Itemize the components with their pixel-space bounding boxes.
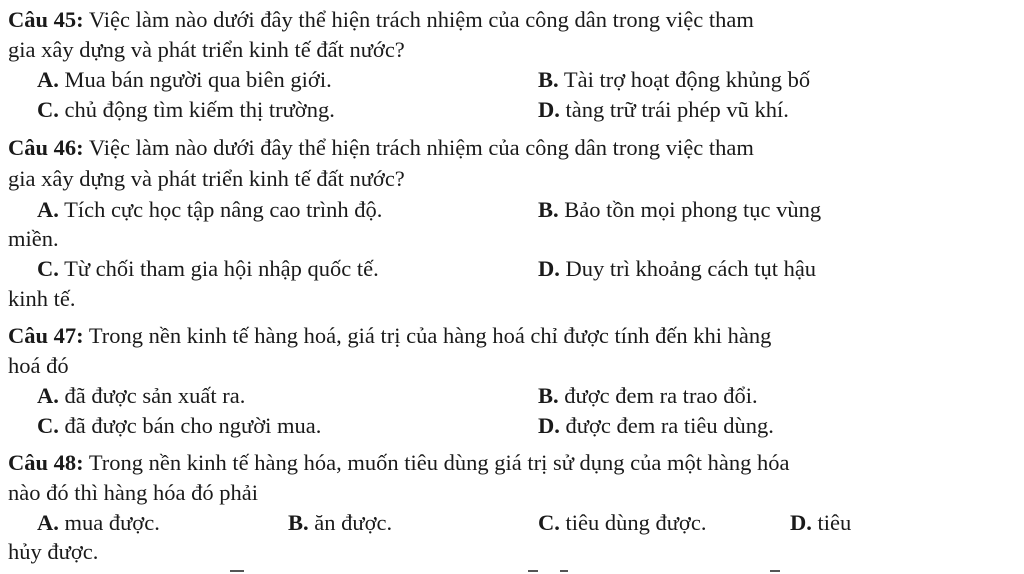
option-text-continued: kinh tế.: [8, 286, 76, 311]
question-45-stem-line-1: [8, 9, 754, 32]
option-text: Mua bán người qua biên giới.: [58, 67, 332, 92]
option-letter: D.: [538, 97, 560, 122]
option-text: tiêu dùng được.: [559, 510, 707, 535]
option-text-continued: hủy được.: [8, 539, 99, 564]
question-46-option-d-continued: [8, 288, 76, 311]
question-48-stem-text-2: nào đó thì hàng hóa đó phải: [8, 480, 258, 505]
question-45-number: Câu 45:: [8, 7, 84, 32]
option-letter: A.: [37, 197, 59, 222]
option-text: được đem ra tiêu dùng.: [559, 413, 774, 438]
option-letter: D.: [790, 510, 812, 535]
question-46-option-d[interactable]: [538, 258, 816, 281]
question-45-stem-text-2: gia xây dựng và phát triển kinh tế đất nước?: [8, 37, 405, 62]
option-letter: C.: [538, 510, 560, 535]
text-fragment: [560, 570, 568, 572]
option-text: đã được bán cho người mua.: [58, 413, 322, 438]
option-letter: C.: [37, 413, 59, 438]
option-text: được đem ra trao đổi.: [558, 383, 758, 408]
option-text: Duy trì khoảng cách tụt hậu: [559, 256, 817, 281]
question-48-option-b[interactable]: [288, 512, 392, 535]
option-letter: D.: [538, 256, 560, 281]
option-letter: C.: [37, 97, 59, 122]
option-text: Tích cực học tập nâng cao trình độ.: [58, 197, 383, 222]
question-46-stem-text-1: Việc làm nào dưới đây thể hiện trách nhiệm của công dân trong việc tham: [83, 135, 754, 160]
question-48-stem-line-2: [8, 482, 258, 505]
question-48-option-a[interactable]: [37, 512, 160, 535]
option-text: đã được sản xuất ra.: [58, 383, 246, 408]
text-fragment: [770, 570, 780, 572]
question-47-option-d[interactable]: [538, 415, 774, 438]
option-text: chủ động tìm kiếm thị trường.: [58, 97, 335, 122]
option-text: Từ chối tham gia hội nhập quốc tế.: [58, 256, 379, 281]
question-45-option-d[interactable]: [538, 99, 789, 122]
question-45-option-b[interactable]: [538, 69, 810, 92]
question-46-stem-line-1: [8, 137, 754, 160]
question-47-stem-line-1: [8, 325, 771, 348]
question-45-stem-line-2: [8, 39, 405, 62]
question-45-stem-text-1: Việc làm nào dưới đây thể hiện trách nhiệm của công dân trong việc tham: [83, 7, 754, 32]
question-48-stem-line-1: [8, 452, 790, 475]
question-48-stem-text-1: Trong nền kinh tế hàng hóa, muốn tiêu dùng giá trị sử dụng của một hàng hóa: [83, 450, 790, 475]
question-47-option-a[interactable]: [37, 385, 245, 408]
option-text-continued: miền.: [8, 226, 59, 251]
question-46-option-b[interactable]: [538, 199, 821, 222]
option-text: Tài trợ hoạt động khủng bố: [558, 67, 811, 92]
question-45-option-c[interactable]: [37, 99, 335, 122]
question-48-option-c[interactable]: [538, 512, 706, 535]
question-48-option-d-continued: [8, 541, 98, 564]
cropped-next-line-fragments: [0, 568, 1024, 574]
question-47-stem-text-2: hoá đó: [8, 353, 69, 378]
option-letter: C.: [37, 256, 59, 281]
question-47-option-c[interactable]: [37, 415, 321, 438]
question-48-option-d[interactable]: [790, 512, 851, 535]
question-48-number: Câu 48:: [8, 450, 84, 475]
option-letter: B.: [288, 510, 309, 535]
option-text: tàng trữ trái phép vũ khí.: [559, 97, 789, 122]
question-46-number: Câu 46:: [8, 135, 84, 160]
option-letter: B.: [538, 67, 559, 92]
option-letter: B.: [538, 197, 559, 222]
question-46-option-a[interactable]: [37, 199, 382, 222]
option-text: tiêu: [811, 510, 852, 535]
question-46-option-b-continued: [8, 228, 59, 251]
option-letter: A.: [37, 510, 59, 535]
question-46-stem-text-2: gia xây dựng và phát triển kinh tế đất nước?: [8, 166, 405, 191]
option-text: ăn được.: [308, 510, 393, 535]
option-text: mua được.: [58, 510, 160, 535]
text-fragment: [528, 570, 538, 572]
option-letter: B.: [538, 383, 559, 408]
question-47-number: Câu 47:: [8, 323, 84, 348]
option-letter: D.: [538, 413, 560, 438]
question-46-option-c[interactable]: [37, 258, 379, 281]
question-47-stem-text-1: Trong nền kinh tế hàng hoá, giá trị của hàng hoá chỉ được tính đến khi hàng: [83, 323, 772, 348]
option-letter: A.: [37, 383, 59, 408]
question-47-option-b[interactable]: [538, 385, 758, 408]
option-text: Bảo tồn mọi phong tục vùng: [558, 197, 822, 222]
question-47-stem-line-2: [8, 355, 69, 378]
text-fragment: [230, 570, 244, 572]
option-letter: A.: [37, 67, 59, 92]
question-45-option-a[interactable]: [37, 69, 332, 92]
question-46-stem-line-2: [8, 168, 405, 191]
